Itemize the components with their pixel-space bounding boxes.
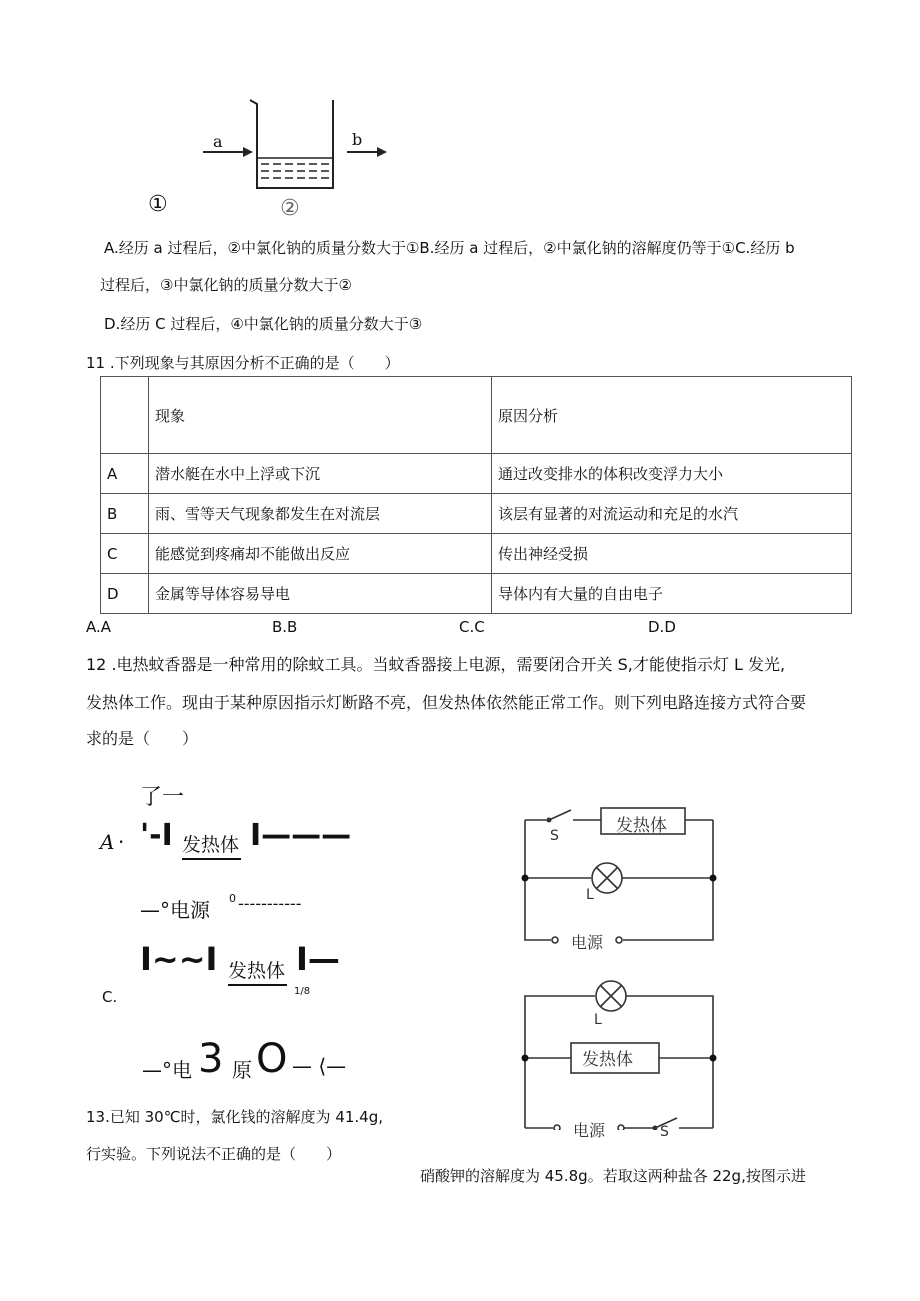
table-cell: 潜水艇在水中上浮或下沉 [149, 454, 492, 494]
option-a-sup: 0 [229, 892, 236, 905]
circuit-b-lamp-label: L [586, 887, 594, 903]
q11-table [100, 376, 852, 614]
circuit-d-source-label: 电源 [573, 1121, 606, 1140]
circuit-b-switch-label: S [550, 828, 559, 844]
arrow-b-label: b [352, 130, 363, 149]
beaker-diagram [195, 92, 395, 202]
option-c-small: 1/8 [294, 986, 311, 997]
table-row [101, 494, 852, 534]
option-a-dot: · [118, 830, 125, 854]
table-cell: 传出神经受损 [492, 534, 852, 574]
option-c-bottom-o: O [256, 1036, 288, 1082]
table-cell: 金属等导体容易导电 [149, 574, 492, 614]
q11-choice-c: C.C [459, 618, 485, 636]
q12-stem-line1: 12 .电热蚊香器是一种常用的除蚊工具。当蚊香器接上电源，需要闭合开关 S,才能使指示灯 L 发光, [86, 655, 786, 674]
option-c-label: C. [102, 988, 118, 1006]
table-header-phenomenon: 现象 [149, 377, 492, 454]
circuit-b-source-label: 电源 [571, 933, 604, 952]
table-header-row [101, 377, 852, 454]
circuit-d-heater-label: 发热体 [582, 1050, 633, 1070]
option-c-bar: I— [296, 940, 340, 978]
arrow-a-label: a [213, 132, 223, 151]
circuit-b-heater-label: 发热体 [616, 816, 667, 836]
option-c-bottom-3: 3 [198, 1036, 224, 1082]
q10-options-line3: D.经历 C 过程后，④中氯化钠的质量分数大于③ [104, 315, 423, 333]
q13-line3: 硝酸钾的溶解度为 45.8g。若取这两种盐各 22g,按图示进 [420, 1167, 806, 1185]
table-cell: A [101, 454, 149, 494]
option-a-dash: ----------- [238, 894, 302, 913]
q10-options-line1: A.经历 a 过程后，②中氯化钠的质量分数大于①B.经历 a 过程后，②中氯化钠的溶解度仍等于①C.经历 b [104, 239, 795, 257]
table-row [101, 574, 852, 614]
q13-line2: 行实验。下列说法不正确的是（ ） [86, 1145, 342, 1163]
table-cell: C [101, 534, 149, 574]
option-a-source: —°电源 [140, 898, 210, 922]
q11-choice-d: D.D [648, 618, 676, 636]
circuit-d-lamp-label: L [594, 1012, 602, 1028]
table-cell: 该层有显著的对流运动和充足的水汽 [492, 494, 852, 534]
table-cell: D [101, 574, 149, 614]
table-row [101, 454, 852, 494]
option-a-mid: '-I [140, 818, 173, 853]
beaker-figure [195, 92, 395, 202]
option-a-bar: I——— [250, 818, 352, 853]
table-cell: 导体内有大量的自由电子 [492, 574, 852, 614]
q11-choice-a: A.A [86, 618, 112, 636]
table-row [101, 534, 852, 574]
q10-options-line2: 过程后，③中氯化钠的质量分数大于② [100, 276, 352, 294]
table-cell: 能感觉到疼痛却不能做出反应 [149, 534, 492, 574]
circle-one-label: ① [148, 192, 168, 217]
option-a-label: A [100, 830, 115, 854]
table-header-reason: 原因分析 [492, 377, 852, 454]
table-cell: 雨、雪等天气现象都发生在对流层 [149, 494, 492, 534]
q13-line1: 13.已知 30℃时，氯化钱的溶解度为 41.4g, [86, 1108, 384, 1126]
option-c-heater: 发热体 [228, 956, 287, 986]
circle-two-label: ② [280, 196, 300, 221]
option-a-top: 了一 [140, 785, 185, 810]
q11-stem: 11 .下列现象与其原因分析不正确的是（ ） [86, 354, 400, 372]
option-c-bottom-1: —°电 [142, 1058, 192, 1082]
option-c-bottom-yuan: 原 [232, 1058, 252, 1082]
table-cell [101, 377, 149, 454]
q11-choice-b: B.B [272, 618, 298, 636]
option-c-bottom-end: — ⟨— [292, 1054, 347, 1078]
circuit-d-switch-label: S [660, 1124, 669, 1140]
option-a-heater: 发热体 [182, 830, 241, 860]
q12-stem-line2: 发热体工作。现由于某种原因指示灯断路不亮，但发热体依然能正常工作。则下列电路连接方式符合要 [86, 693, 807, 712]
table-cell: B [101, 494, 149, 534]
table-cell: 通过改变排水的体积改变浮力大小 [492, 454, 852, 494]
option-c-left: I~~I [140, 940, 218, 978]
q12-stem-line3: 求的是（ ） [86, 729, 199, 748]
